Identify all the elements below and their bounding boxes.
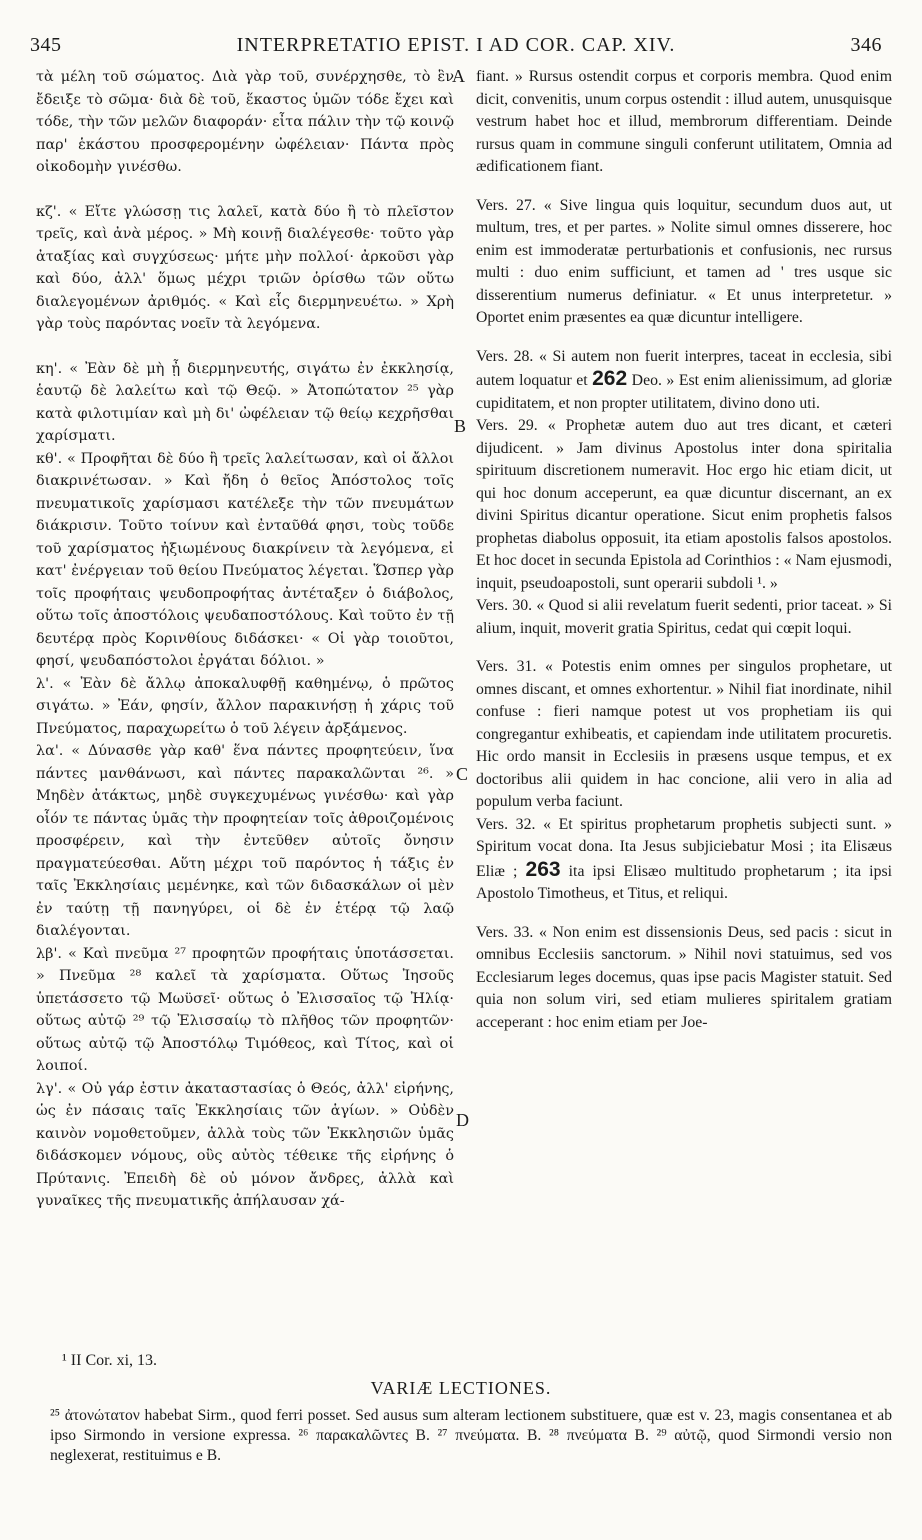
greek-paragraph: κθ'. « Προφῆται δὲ δύο ἢ τρεῖς λαλείτωσαν, καὶ οἱ ἄλλοι διακρινέτωσαν. » Καὶ ἤδη ὁ θεῖος Ἀπόστολος τοῖς πνευματικοῖς χαρίσμασι κατέλεξε τὴν τῶν πνευμάτων διάκρισιν. Τοῦτο τοίνυν καὶ ἐνταῦθά φησι, τοὺς τοῦδε τοῦ χαρίσματος ἠξιωμένους διακρίνειν τὰ λεγόμενα, εἰ κατ' ἐνέργειαν τοῦ θείου Πνεύματος λέγεται. Ὥσπερ γὰρ τοῖς προφήταις ψευδοπροφήτας ἀντέταξεν ὁ διάβολος, οὕτω τοῖς ἀποστόλοις ψευδαποστόλους. Καὶ τοῦτο ἐν τῇ δευτέρᾳ πρὸς Κορινθίους διδάσκει· « Οἱ γὰρ τοιοῦτοι, φησί, ψευδαπόστολοι ἐργάται δόλιοι. » xyxy=(36,450,454,669)
footnote: ¹ II Cor. xi, 13. xyxy=(62,1352,158,1369)
greek-paragraph: λ'. « Ἐὰν δὲ ἄλλῳ ἀποκαλυφθῇ καθημένῳ, ὁ πρῶτος σιγάτω. » Ἐάν, φησίν, ἄλλον παρακινήσῃ ἡ χάρις τοῦ Πνεύματος, παραχωρείτω ὁ τοῦ λέγειν ἀρξάμενος. xyxy=(36,675,454,737)
latin-paragraph: Vers. 31. « Potestis enim omnes per singulos prophetare, ut omnes discant, et omnes exhortentur. » Nihil fiat inordinate, nihil confuse : fieri namque potest ut vos prophetiam iis qui congregantur exhibeatis, et capiendam inde utilitatem procuretis. Hic ordo mansit in Ecclesiis in præsens usque tempus, et ex doctoribus alii quidem in hac concione, alii vero in alia ad populum verba faciunt. xyxy=(476,658,892,810)
latin-column xyxy=(476,66,892,1034)
section-marker-c: C xyxy=(456,764,469,784)
section-marker-b: B xyxy=(454,416,467,436)
greek-paragraph: λα'. « Δύνασθε γὰρ καθ' ἕνα πάντες προφητεύειν, ἵνα πάντες μανθάνωσι, καὶ πάντες παρακαλῶνται ²⁶. » Μηδὲν ἀτάκτως, μηδὲ συγκεχυμένως γινέσθω· καὶ γὰρ οἷόν τε πάντας ὑμᾶς τὴν προφητείαν τοῖς ἀθροιζομένοις προσφέρειν, καὶ τὴν ἐντεῦθεν αὐτοῖς ὄνησιν πραγματεύεσθαι. Αὕτη μέχρι τοῦ παρόντος ἡ τάξις ἐν ταῖς Ἐκκλησίαις μεμένηκε, καὶ τῶν διδασκάλων οἱ μὲν ἐν ταύτῃ τῇ πανηγύρει, οἱ δὲ ἐν ἑτέρᾳ τῷ λαῷ διαλέγονται. xyxy=(36,743,454,939)
page-number-left: 345 xyxy=(30,34,62,56)
latin-paragraph: Vers. 27. « Sive lingua quis loquitur, secundum duos aut, ut multum, tres, et per partes. » Nolite simul omnes disserere, hoc enim est immoderatæ perturbationis et confusionis, nec rursus multi : duo enim sufficiunt, et tamen ad ' tres usque sic disserentium numerus definiatur. « Et unus interpretetur. » Oportet enim præsentes ea quæ dicuntur intelligere. xyxy=(476,196,892,326)
greek-paragraph: τὰ μέλη τοῦ σώματος. Διὰ γὰρ τοῦ, συνέρχησθε, τὸ ἓν ἔδειξε τὸ σῶμα· διὰ δὲ τοῦ, ἕκαστος ὑμῶν τόδε ἔχει καὶ τόδε, τὴν τῶν μελῶν διαφοράν· εἶτα πάλιν τὴν τῷ κοινῷ παρ' ἑκάστου προσφερομένην ὠφέλειαν· Πάντα πρὸς οἰκοδομὴν γινέσθω. xyxy=(36,69,454,175)
header-title: INTERPRETATIO EPIST. I AD COR. CAP. XIV. xyxy=(236,34,676,56)
section-marker-a: A xyxy=(452,66,465,86)
latin-paragraph: Vers. 30. « Quod si alii revelatum fuerit sedenti, prior taceat. » Si alium, inquit, moverit gratia Spiritus, cedat qui cœpit loqui. xyxy=(476,597,892,637)
inline-page-number: 263 xyxy=(525,857,561,881)
latin-text: Deo. » Est enim alienissimum, ad gloriæ cupiditatem, et non propter utilitatem, divino dono uti. xyxy=(476,372,893,412)
greek-paragraph: λγ'. « Οὐ γάρ ἐστιν ἀκαταστασίας ὁ Θεός, ἀλλ' εἰρήνης, ὡς ἐν πάσαις ταῖς Ἐκκλησίαις τῶν ἁγίων. » Οὐδὲν καινὸν νομοθετοῦμεν, ἀλλὰ τοὺς τῶν Ἐκκλησιῶν ὑμᾶς διδάσκομεν νόμους, οὓς αὐτὸς τέθεικε τῆς εἰρήνης ὁ Πρύτανις. Ἐπειδὴ δὲ οὐ μόνον ἄνδρες, ἀλλὰ καὶ γυναῖκες τῆς πνευματικῆς ἀπήλαυσαν χά- xyxy=(36,1080,454,1209)
latin-text: Vers. 28. « Si autem non fuerit interpres, taceat in ecclesia, sibi autem loquatur et xyxy=(476,347,892,389)
greek-column xyxy=(36,66,454,1213)
greek-paragraph: κζ'. « Εἴτε γλώσσῃ τις λαλεῖ, κατὰ δύο ἢ τὸ πλεῖστον τρεῖς, καὶ ἀνὰ μέρος. » Μὴ κοινῇ διαλέγεσθε· τοῦτο γὰρ ἀταξίας καὶ συγχύσεως· μήτε μὴν πολλοί· ἀρκοῦσι γὰρ καὶ δύο, ἀλλ' ὅμως μέχρι τριῶν ὁρίσθω τῶν οὕτω διαλεγομένων ἀριθμός. « Καὶ εἷς διερμηνευέτω. » Χρὴ γὰρ τοὺς παρόντας νοεῖν τὰ λεγόμενα. xyxy=(36,203,454,332)
page-number-right: 346 xyxy=(850,34,882,56)
running-header xyxy=(30,34,882,60)
variae-lectiones-text: ²⁵ ἀτονώτατον habebat Sirm., quod ferri posset. Sed ausus sum alteram lectionem substituere, quæ est v. 23, magis consentanea et ab ipso Sirmondo in versione expressa. ²⁶ παρακαλῶντες B. ²⁷ πνεύματα. B. ²⁸ πνεύματα B. ²⁹ αὐτῷ, quod Sirmondi versio non neglexerat, restituimus e B. xyxy=(50,1407,892,1464)
latin-paragraph xyxy=(476,346,892,416)
variae-lectiones-title: VARIÆ LECTIONES. xyxy=(370,1378,552,1398)
latin-paragraph: Vers. 29. « Prophetæ autem duo aut tres dicant, et cæteri dijudicent. » Jam divinus Apostolus inter dona spiritalia spirituum discretionem numeravit. Hoc ergo hic etiam dicit, ut qui hoc donum acceperunt, ea quæ dicuntur discernant, an ex divini Spiritus dicantur operatione. Sicut enim prophetis falsos prophetas diabolus opposuit, ita etiam apostolis falsos apostolos. Et hoc docet in secunda Epistola ad Corinthios : « Nam ejusmodi, inquit, pseudoapostoli, sunt operarii subdoli ¹. » xyxy=(476,417,892,592)
latin-paragraph: fiant. » Rursus ostendit corpus et corporis membra. Quod enim dicit, convenitis, unum corpus ostendit : illud autem, unusquisque vestrum habet hoc et illud, membrorum differentiam. Deinde rursus quam in commune singuli conferunt utilitatem, Omnia ad ædificationem fiant. xyxy=(476,68,892,175)
greek-paragraph: κη'. « Ἐὰν δὲ μὴ ᾖ διερμηνευτής, σιγάτω ἐν ἐκκλησίᾳ, ἑαυτῷ δὲ λαλείτω καὶ τῷ Θεῷ. » Ἀτοπώτατον ²⁵ γὰρ κατὰ φιλοτιμίαν καὶ μὴ δι' ὠφέλειαν τῷ θείῳ κεχρῆσθαι χαρίσματι. xyxy=(36,360,454,444)
section-marker-d: D xyxy=(456,1110,469,1130)
latin-text: ita ipsi Elisæo multitudo prophetarum ; ita ipsi Apostolo Timotheus, et Titus, et reliqui. xyxy=(476,862,893,902)
latin-text: Vers. 32. « Et spiritus prophetarum prophetis subjecti sunt. » Spiritum vocat dona. Ita Jesus subjiciebatur Mosi ; ita Elisæus Eliæ ; xyxy=(476,815,892,880)
latin-paragraph: Vers. 33. « Non enim est dissensionis Deus, sed pacis : sicut in omnibus Ecclesiis sanctorum. » Nihil novi statuimus, sed vos Ecclesiarum leges docemus, quas ipse pacis Magister statuit. Sed quia non solum viri, sed etiam mulieres spiritalem gratiam acceperant : hoc enim etiam per Joe- xyxy=(476,923,892,1031)
latin-paragraph xyxy=(476,814,892,906)
inline-page-number: 262 xyxy=(592,367,628,390)
greek-paragraph: λβ'. « Καὶ πνεῦμα ²⁷ προφητῶν προφήταις ὑποτάσσεται. » Πνεῦμα ²⁸ καλεῖ τὰ χαρίσματα. Οὕτως Ἰησοῦς ὑπετάσσετο τῷ Μωϋσεῖ· οὕτως ὁ Ἐλισσαῖος τῷ Ἠλίᾳ· οὕτως αὐτῷ ²⁹ τῷ Ἐλισσαίῳ τὸ πλῆθος τῶν προφητῶν· οὕτως αὐτῷ τῷ Ἀποστόλῳ Τιμόθεος, καὶ Τίτος, καὶ οἱ λοιποί. xyxy=(36,945,454,1074)
